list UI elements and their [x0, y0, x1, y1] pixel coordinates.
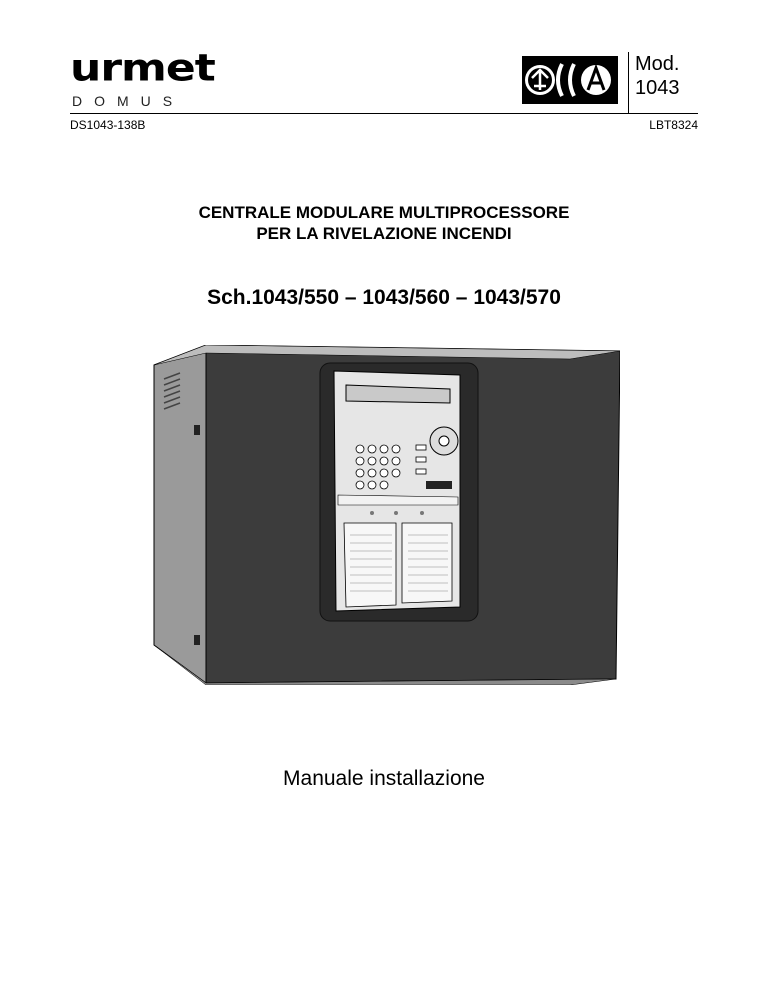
- ref-code: LBT8324: [649, 118, 698, 132]
- document-title: [0, 202, 768, 244]
- title-line-2: PER LA RIVELAZIONE INCENDI: [256, 224, 512, 243]
- control-panel-illustration: [150, 345, 620, 685]
- model-box: [628, 52, 705, 114]
- model-label: Mod.: [635, 53, 680, 75]
- logo-subtitle: DOMUS: [72, 93, 185, 109]
- doc-code: DS1043-138B: [70, 118, 146, 132]
- urmet-logo: urmet: [70, 46, 215, 90]
- manual-label: Manuale installazione: [283, 767, 485, 790]
- certification-icon: [522, 56, 618, 104]
- title-line-1: CENTRALE MODULARE MULTIPROCESSORE: [198, 203, 570, 222]
- product-codes: Sch.1043/550 – 1043/560 – 1043/570: [207, 286, 561, 309]
- header-divider: [70, 113, 698, 114]
- model-number: 1043: [635, 77, 680, 99]
